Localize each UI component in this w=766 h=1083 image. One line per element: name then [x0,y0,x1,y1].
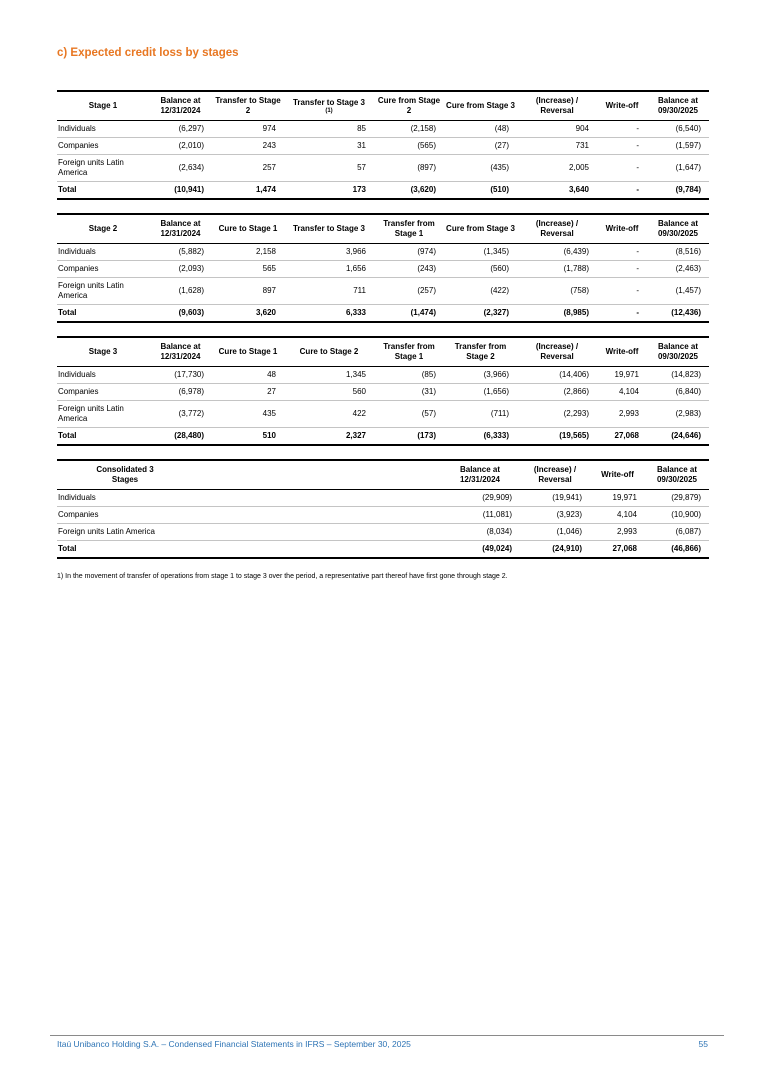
column-header [149,214,212,244]
cell-value: 19,971 [612,493,637,502]
column-header-label: Balance at 12/31/2024 [160,219,201,238]
cell-value: 27 [267,387,276,396]
table-row [57,121,709,138]
total-value: (46,866) [671,544,701,553]
cell-value: - [636,247,639,256]
total-value: 3,620 [255,308,276,317]
column-header-label: Balance at 09/30/2025 [657,342,699,361]
cell-value: (1,597) [675,141,701,150]
total-row [57,305,709,323]
cell-value: 422 [352,409,366,418]
column-header [440,460,520,490]
cell-value: (560) [490,264,509,273]
cell-value: (10,900) [671,510,701,519]
column-header-label: Write-off [601,470,634,479]
total-value: (2,327) [483,308,509,317]
column-header-label: Cure from Stage 3 [446,101,515,110]
cell-value: (2,866) [563,387,589,396]
column-header [597,337,647,367]
cell-value: - [636,286,639,295]
column-header-label: Stage 2 [88,224,118,233]
row-label: Companies [58,387,99,396]
cell-value: (6,087) [675,527,701,536]
cell-value: 2,993 [616,527,637,536]
column-header-label: Write-off [605,101,639,110]
cell-value: - [636,124,639,133]
row-label: Companies [58,264,99,273]
footnote-marker: (1) [325,108,333,114]
cell-value: 897 [262,286,276,295]
cell-value: (3,772) [178,409,204,418]
total-value: 173 [352,185,366,194]
cell-value: - [636,264,639,273]
cell-value: 435 [262,409,276,418]
column-header-label: Cure from Stage 3 [446,224,515,233]
cell-value: (6,439) [563,247,589,256]
header-row [57,337,709,367]
total-value: 1,474 [255,185,276,194]
row-label: Individuals [58,493,96,502]
cell-value: (3,923) [556,510,582,519]
column-header [520,460,590,490]
cell-value: (6,978) [178,387,204,396]
row-label: Companies [58,510,99,519]
total-value: (19,565) [559,431,589,440]
cell-value: (1,647) [675,163,701,172]
cell-value: (85) [421,370,436,379]
total-value: 510 [262,431,276,440]
column-header-label: Transfer to Stage 3 [292,98,366,107]
table-row [57,261,709,278]
cell-value: (1,788) [563,264,589,273]
column-header [590,460,645,490]
total-value: (28,480) [174,431,204,440]
row-label: Individuals [58,370,96,379]
cell-value: (1,628) [178,286,204,295]
cell-value: 731 [575,141,589,150]
column-header [517,214,597,244]
total-row [57,428,709,446]
footnote: 1) In the movement of transfer of operations from stage 1 to stage 3 over the period, a representative part thereof have first gone through stage 2. [57,573,508,580]
cell-value: (2,983) [675,409,701,418]
total-value: (173) [417,431,436,440]
cell-value: (29,909) [482,493,512,502]
column-header-label: (Increase) / Reversal [535,342,579,361]
header-row [57,460,709,490]
column-header-label: Balance at 12/31/2024 [160,342,201,361]
cell-value: (1,046) [556,527,582,536]
cell-value: 3,966 [345,247,366,256]
column-header-label: Cure to Stage 2 [299,347,359,356]
header-row [57,91,709,121]
column-header [284,337,374,367]
cell-value: - [636,141,639,150]
column-header [444,214,517,244]
cell-value: (422) [490,286,509,295]
column-header [444,337,517,367]
total-value: (10,941) [174,185,204,194]
cell-value: 1,656 [345,264,366,273]
row-label: Foreign units Latin America [58,281,124,300]
ecl-table-stage-2 [57,213,709,323]
cell-value: (974) [417,247,436,256]
column-header [645,460,709,490]
ecl-table-consolidated [57,459,709,559]
cell-value: 560 [352,387,366,396]
column-header-label: Write-off [605,224,639,233]
row-label: Foreign units Latin America [58,527,155,536]
total-value: (24,646) [671,431,701,440]
column-header [212,214,284,244]
cell-value: 4,104 [618,387,639,396]
table-row [57,401,709,428]
cell-value: 48 [267,370,276,379]
cell-value: (6,297) [178,124,204,133]
column-header [517,91,597,121]
cell-value: (1,345) [483,247,509,256]
total-label: Total [58,308,77,317]
column-header-label: Transfer to Stage 3 [292,224,366,233]
header-row [57,214,709,244]
table-row [57,244,709,261]
table-row [57,384,709,401]
row-label: Foreign units Latin America [58,404,124,423]
column-header-label: Balance at 12/31/2024 [459,465,501,484]
cell-value: (6,840) [675,387,701,396]
cell-value: 565 [262,264,276,273]
column-header [517,337,597,367]
cell-value: 257 [262,163,276,172]
cell-value: (758) [570,286,589,295]
section-title: c) Expected credit loss by stages [57,47,239,59]
total-value: (9,603) [178,308,204,317]
cell-value: (29,879) [671,493,701,502]
column-header-label: Cure to Stage 1 [218,347,278,356]
column-header-label: Transfer to Stage 2 [215,96,281,115]
cell-value: (1,457) [675,286,701,295]
total-value: 2,327 [345,431,366,440]
total-value: (3,620) [410,185,436,194]
table-row [57,367,709,384]
column-header-label: Balance at 09/30/2025 [656,465,698,484]
total-label: Total [58,185,77,194]
column-header-label: Balance at 09/30/2025 [657,96,699,115]
row-label: Companies [58,141,99,150]
total-label: Total [58,544,77,553]
row-label: Individuals [58,247,96,256]
cell-value: (2,463) [675,264,701,273]
cell-value: 904 [575,124,589,133]
table-row [57,507,709,524]
row-label: Foreign units Latin America [58,158,124,177]
column-header [374,214,444,244]
column-header-label: Balance at 09/30/2025 [657,219,699,238]
column-header [284,214,374,244]
cell-value: 31 [357,141,366,150]
total-value: (8,985) [563,308,589,317]
cell-value: (19,941) [552,493,582,502]
cell-value: 974 [262,124,276,133]
cell-value: (2,158) [410,124,436,133]
total-value: (510) [490,185,509,194]
cell-value: (565) [417,141,436,150]
column-header-label: Cure from Stage 2 [377,96,441,115]
cell-value: (2,634) [178,163,204,172]
cell-value: (31) [421,387,436,396]
column-header [374,337,444,367]
table-title [57,460,440,490]
cell-value: 19,971 [614,370,639,379]
table-title [57,214,149,244]
cell-value: (11,081) [482,510,512,519]
column-header-label: (Increase) / Reversal [535,96,579,115]
ecl-table-stage-3 [57,336,709,446]
column-header [647,337,709,367]
total-value: (9,784) [675,185,701,194]
row-label: Individuals [58,124,96,133]
column-header-label: Transfer from Stage 1 [383,219,435,238]
column-header-label: (Increase) / Reversal [533,465,577,484]
column-header-label: (Increase) / Reversal [535,219,579,238]
total-label: Total [58,431,77,440]
column-header [149,337,212,367]
column-header [374,91,444,121]
cell-value: 711 [353,286,366,295]
total-value: 3,640 [568,185,589,194]
column-header-label: Balance at 12/31/2024 [160,96,201,115]
cell-value: (711) [490,409,509,418]
table-title [57,337,149,367]
cell-value: (243) [417,264,436,273]
column-header-label: Stage 3 [88,347,118,356]
cell-value: 1,345 [345,370,366,379]
cell-value: (48) [494,124,509,133]
table-row [57,278,709,305]
page-footer [50,1035,724,1049]
column-header [597,91,647,121]
cell-value: (17,730) [174,370,204,379]
column-header [149,91,212,121]
cell-value: 4,104 [616,510,637,519]
total-row [57,182,709,200]
cell-value: (1,656) [483,387,509,396]
cell-value: 57 [357,163,366,172]
cell-value: (6,540) [675,124,701,133]
cell-value: (2,010) [178,141,204,150]
table-title [57,91,149,121]
cell-value: (14,823) [671,370,701,379]
column-header [597,214,647,244]
total-value: (24,910) [552,544,582,553]
column-header [284,91,374,121]
column-header [212,337,284,367]
cell-value: (257) [417,286,436,295]
cell-value: (27) [494,141,509,150]
column-header-label: Transfer from Stage 2 [454,342,507,361]
total-value: (1,474) [410,308,436,317]
total-value: - [636,185,639,194]
cell-value: (57) [421,409,436,418]
cell-value: (897) [417,163,436,172]
cell-value: (14,406) [559,370,589,379]
column-header [444,91,517,121]
table-row [57,524,709,541]
column-header-label: Write-off [605,347,639,356]
cell-value: - [636,163,639,172]
table-row [57,490,709,507]
cell-value: 243 [262,141,276,150]
total-value: - [636,308,639,317]
total-value: 27,068 [612,544,637,553]
column-header [647,214,709,244]
total-value: (12,436) [671,308,701,317]
total-value: (49,024) [482,544,512,553]
cell-value: (8,034) [486,527,512,536]
cell-value: 85 [357,124,366,133]
total-value: 27,068 [614,431,639,440]
cell-value: 2,158 [255,247,276,256]
ecl-table-stage-1 [57,90,709,200]
total-value: 6,333 [345,308,366,317]
column-header-label: Stage 1 [88,101,118,110]
cell-value: (8,516) [675,247,701,256]
cell-value: 2,005 [568,163,589,172]
cell-value: (435) [490,163,509,172]
cell-value: (5,882) [178,247,204,256]
footer-text: Itaú Unibanco Holding S.A. – Condensed Financial Statements in IFRS – September 30, 2025 [57,1039,411,1049]
tables-container [57,90,709,581]
page-number: 55 [698,1039,708,1049]
column-header-label: Consolidated 3 Stages [96,465,154,484]
cell-value: (3,966) [483,370,509,379]
cell-value: (2,093) [178,264,204,273]
column-header-label: Transfer from Stage 1 [383,342,435,361]
column-header [212,91,284,121]
column-header-label: Cure to Stage 1 [218,224,278,233]
total-row [57,541,709,559]
table-row [57,138,709,155]
table-row [57,155,709,182]
total-value: (6,333) [483,431,509,440]
column-header [647,91,709,121]
cell-value: 2,993 [618,409,639,418]
cell-value: (2,293) [563,409,589,418]
